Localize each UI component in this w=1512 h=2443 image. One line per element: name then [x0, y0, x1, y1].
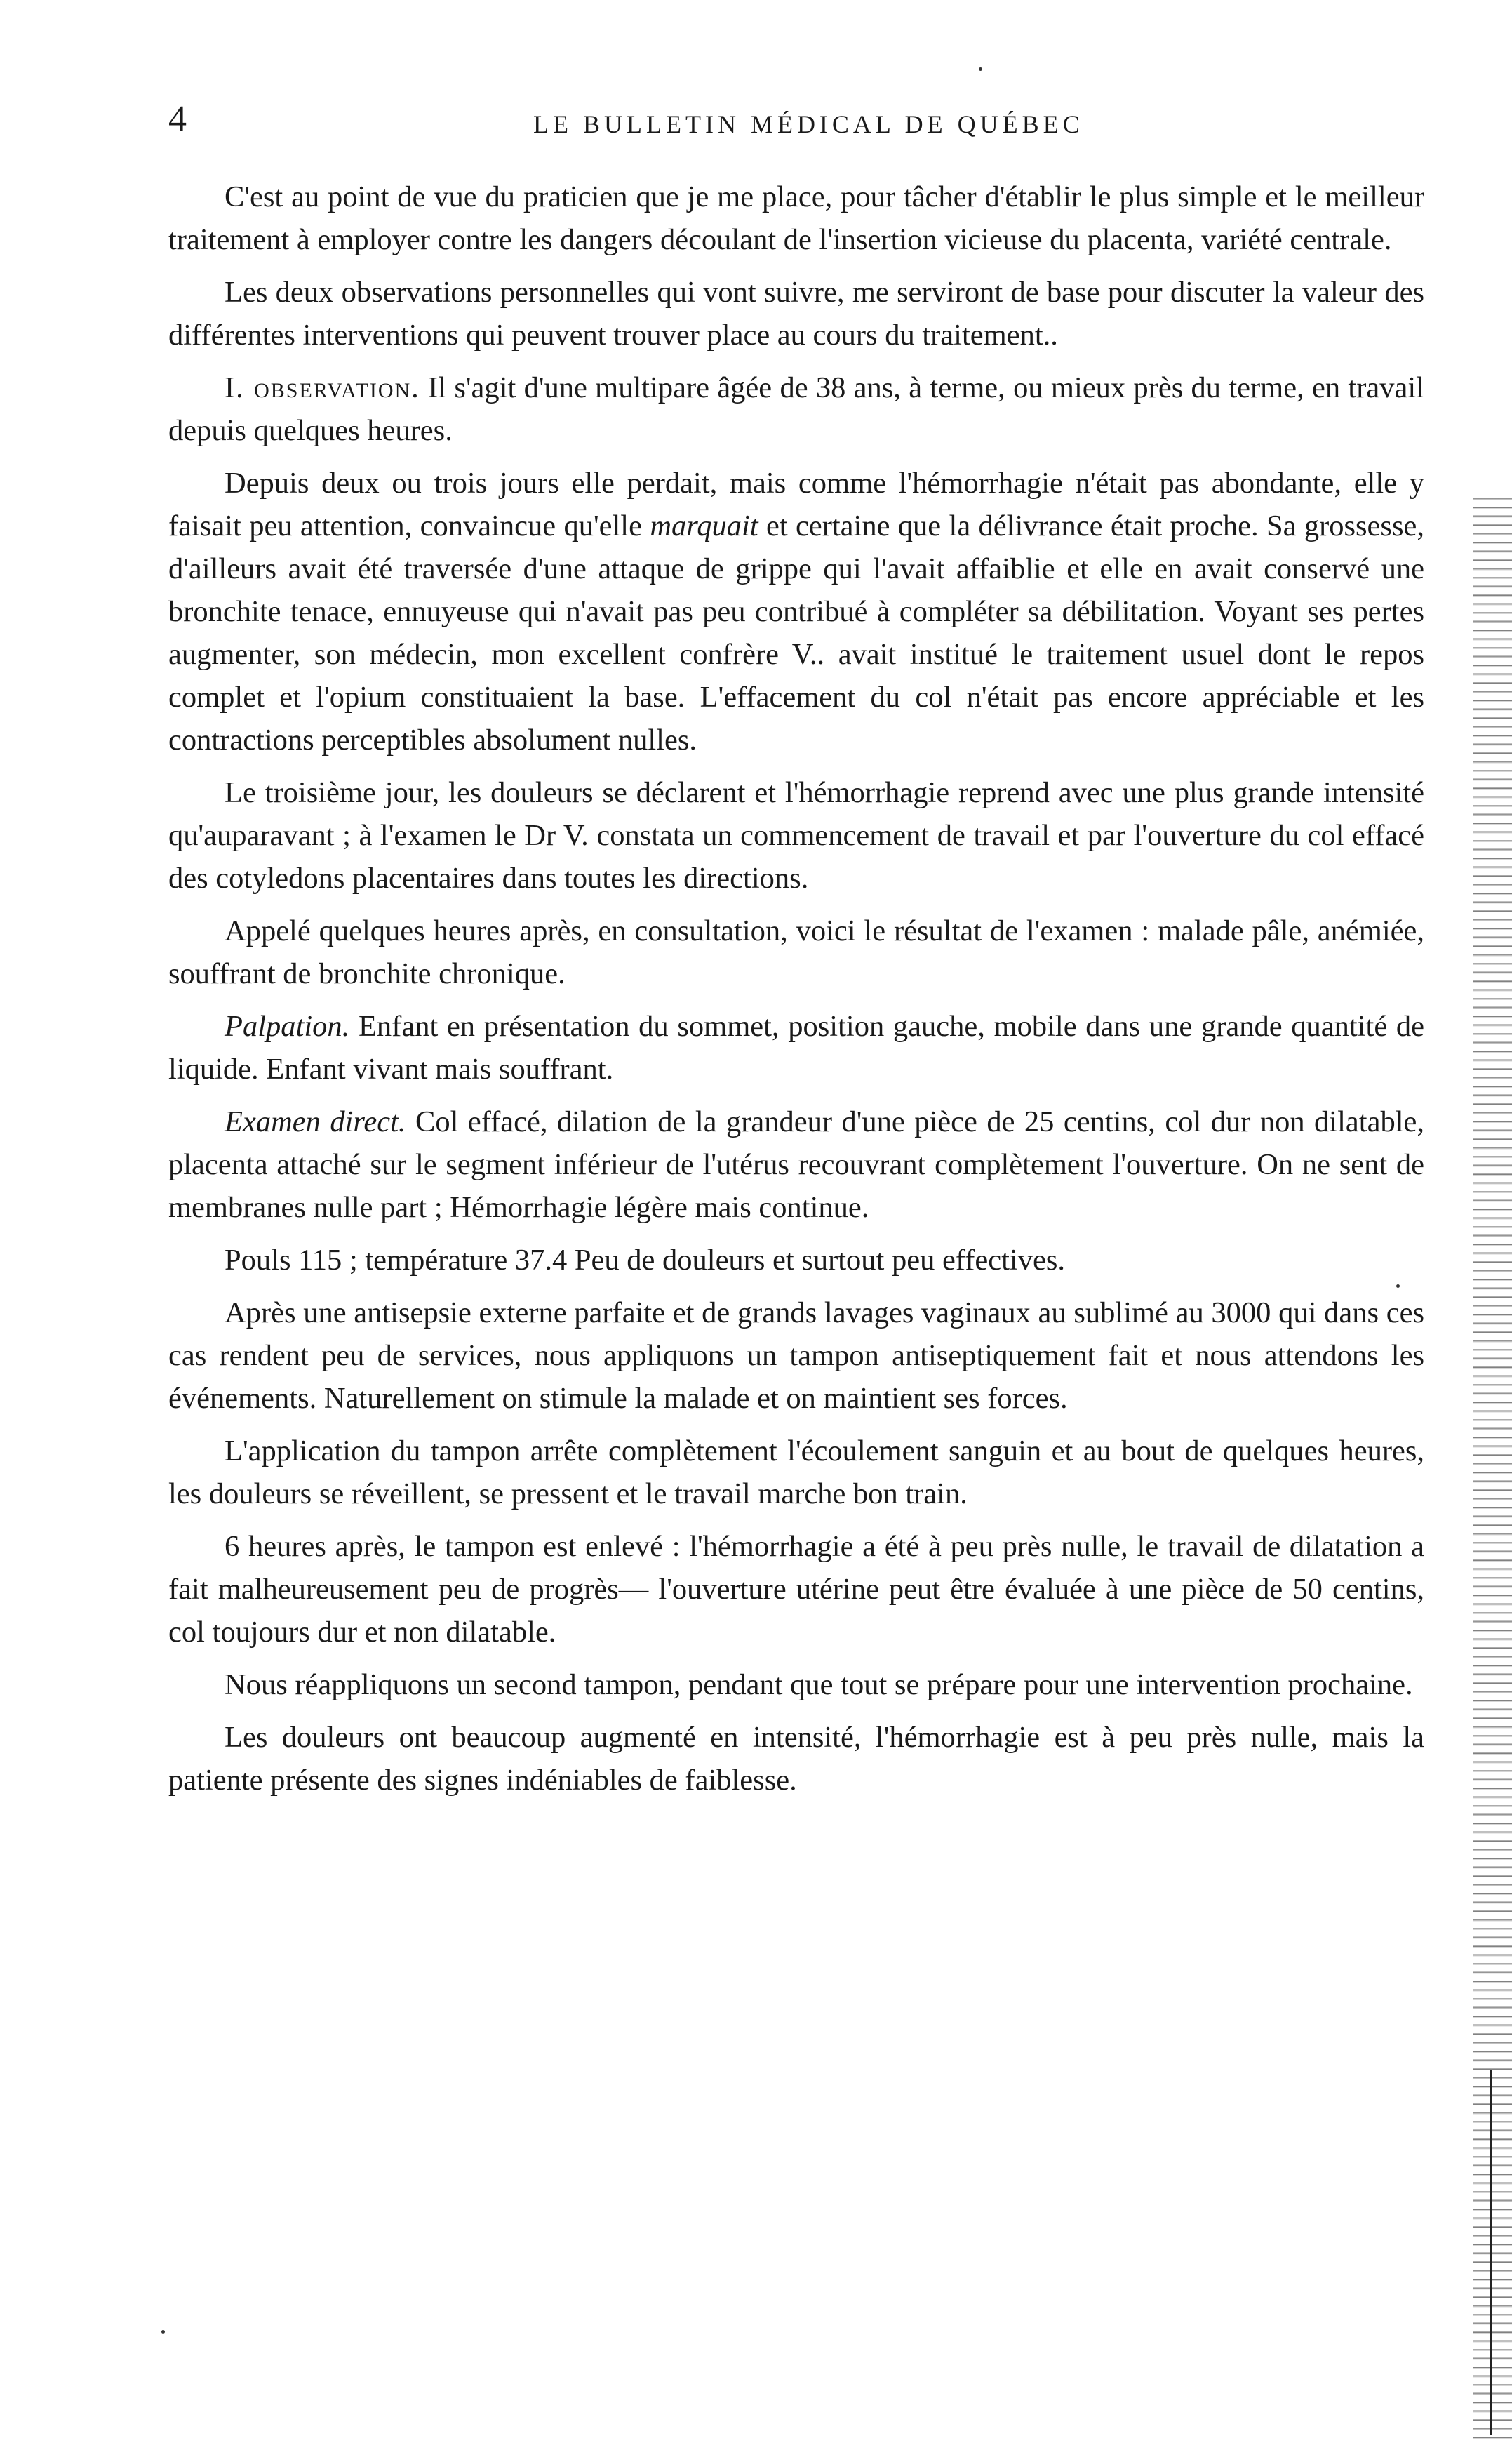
page-header: [168, 98, 1459, 147]
scan-speck: [161, 2330, 165, 2334]
paragraph: Depuis deux ou trois jours elle perdait, mais comme l'hémorrhagie n'était pas abondante, elle y faisait peu attention, convaincue qu'elle marquait et certaine que la délivrance était proche. Sa grossesse, d'ailleurs avait été traversée d'une attaque de grippe qui l'avait affaiblie et elle en avait conservé une bronchite tenace, ennuyeuse qui n'avait pas peu contribué à compléter sa débilitation. Voyant ses pertes augmenter, son médecin, mon excellent confrère V.. avait institué le traitement usuel dont le repos complet et l'opium constituaient la base. L'effacement du col n'était pas encore appréciable et les contractions perceptibles absolument nulles.: [168, 467, 1424, 757]
paragraph: Appelé quelques heures après, en consultation, voici le résultat de l'examen : malade pâle, anémiée, souffrant de bronchite chronique.: [168, 914, 1424, 990]
scan-edge-line: [1490, 2070, 1492, 2435]
scan-binding-edge: [1473, 491, 1512, 2443]
paragraph: Après une antisepsie externe parfaite et de grands lavages vaginaux au sublimé au 3000 qui dans ces cas rendent peu de services, nous appliquons un tampon antiseptiquement fait et nous attendons les événements. Naturellement on stimule la malade et on maintient ses forces.: [168, 1296, 1424, 1415]
paragraph: L'application du tampon arrête complètement l'écoulement sanguin et au bout de quelques heures, les douleurs se réveillent, se pressent et le travail marche bon train.: [168, 1434, 1424, 1510]
page-number: 4: [168, 99, 187, 139]
paragraph: C'est au point de vue du praticien que je me place, pour tâcher d'établir le plus simple et le meilleur traitement à employer contre les dangers découlant de l'insertion vicieuse du placenta, variété centrale.: [168, 180, 1424, 256]
paragraph: Palpation. Enfant en présentation du sommet, position gauche, mobile dans une grande quantité de liquide. Enfant vivant mais souffrant.: [168, 1010, 1424, 1086]
article-body: [168, 175, 1424, 1811]
italic-word: marquait: [650, 510, 758, 542]
observation-heading: I. observation.: [225, 371, 420, 404]
paragraph: I. observation. Il s'agit d'une multipare âgée de 38 ans, à terme, ou mieux près du terme, en travail depuis quelques heures.: [168, 371, 1424, 447]
section-label-examen: Examen direct.: [225, 1105, 406, 1138]
paragraph: Le troisième jour, les douleurs se déclarent et l'hémorrhagie reprend avec une plus grande intensité qu'auparavant ; à l'examen le Dr V. constata un commencement de travail et par l'ouverture du col effacé des cotyledons placentaires dans toutes les directions.: [168, 776, 1424, 895]
scan-speck: [979, 67, 982, 71]
paragraph: Les douleurs ont beaucoup augmenté en intensité, l'hémorrhagie est à peu près nulle, mais la patiente présente des signes indéniables de faiblesse.: [168, 1721, 1424, 1797]
running-head: LE BULLETIN MÉDICAL DE QUÉBEC: [533, 110, 1084, 138]
paragraph: Les deux observations personnelles qui vont suivre, me serviront de base pour discuter la valeur des différentes interventions qui peuvent trouver place au cours du traitement..: [168, 276, 1424, 352]
section-label-palpation: Palpation.: [225, 1010, 350, 1043]
scan-speck: [1396, 1284, 1400, 1288]
paragraph: Examen direct. Col effacé, dilation de la grandeur d'une pièce de 25 centins, col dur non dilatable, placenta attaché sur le segment inférieur de l'utérus recouvrant complètement l'ouverture. On ne sent de membranes nulle part ; Hémorrhagie légère mais continue.: [168, 1105, 1424, 1224]
paragraph: 6 heures après, le tampon est enlevé : l'hémorrhagie a été à peu près nulle, le travail de dilatation a fait malheureusement peu de progrès— l'ouverture utérine peut être évaluée à une pièce de 50 centins, col toujours dur et non dilatable.: [168, 1530, 1424, 1649]
paragraph: Pouls 115 ; température 37.4 Peu de douleurs et surtout peu effectives.: [225, 1244, 1065, 1277]
paragraph: Nous réappliquons un second tampon, pendant que tout se prépare pour une intervention prochaine.: [225, 1668, 1413, 1701]
